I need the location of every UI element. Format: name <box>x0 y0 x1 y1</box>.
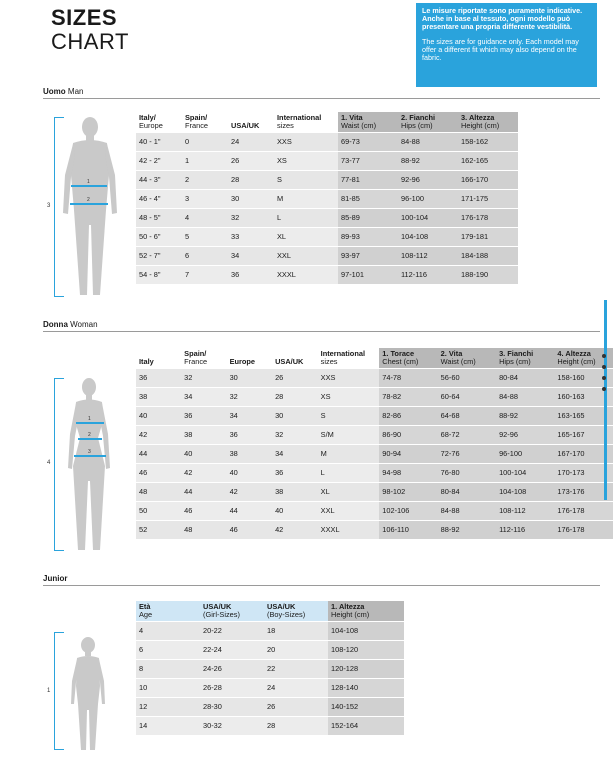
table-cell: 60-64 <box>438 388 496 407</box>
table-cell: 32 <box>227 388 273 407</box>
header-line-1: 1. Altezza <box>331 602 365 611</box>
man-size-table <box>136 112 518 284</box>
header-line-2: Hips (cm) <box>499 357 531 366</box>
table-cell: 46 <box>181 502 226 521</box>
guidance-notice <box>416 3 597 87</box>
table-cell: 34 <box>272 445 318 464</box>
table-cell: 108-112 <box>398 247 458 266</box>
table-cell: 97-101 <box>338 266 398 285</box>
table-cell: 34 <box>227 407 273 426</box>
table-cell: 84-88 <box>438 502 496 521</box>
table-row <box>136 171 518 190</box>
section-title-man: Uomo Man <box>43 87 84 96</box>
table-cell: 128-140 <box>328 679 404 698</box>
junior-silhouette-icon <box>68 636 108 752</box>
table-cell: 176-178 <box>554 502 613 521</box>
table-cell: 88-92 <box>438 521 496 540</box>
table-cell: XS <box>318 388 380 407</box>
header-line-2: Height (cm) <box>461 121 500 130</box>
column-header <box>379 348 437 369</box>
table-row <box>136 660 404 679</box>
table-row <box>136 464 613 483</box>
table-cell: 179-181 <box>458 228 518 247</box>
table-cell: 92-96 <box>398 171 458 190</box>
table-cell: 188-190 <box>458 266 518 285</box>
header-line-2: sizes <box>320 357 338 366</box>
table-cell: 18 <box>264 622 328 641</box>
hips-marker <box>70 203 108 205</box>
man-silhouette-icon <box>60 115 120 300</box>
table-cell: 2 <box>182 171 228 190</box>
bracket-label: 3 <box>47 203 51 209</box>
header-line-2: Age <box>139 610 153 619</box>
header-line-1: USA/UK <box>267 602 296 611</box>
junior-size-table <box>136 601 404 735</box>
table-cell: 32 <box>181 369 226 388</box>
more-options-icon[interactable] <box>602 354 608 398</box>
table-row <box>136 388 613 407</box>
table-row <box>136 152 518 171</box>
header-line-2: sizes <box>277 121 294 130</box>
table-cell: 46 <box>227 521 273 540</box>
column-header <box>182 112 228 133</box>
header-line-1: Italy/ <box>139 113 156 122</box>
table-cell: 140-152 <box>328 698 404 717</box>
table-cell: 184-188 <box>458 247 518 266</box>
column-header <box>438 348 496 369</box>
table-cell: XXXL <box>274 266 338 285</box>
header-line-1: 1. Torace <box>382 349 415 358</box>
bracket-label: 4 <box>47 460 51 466</box>
header-line-2: Europe <box>139 121 163 130</box>
column-header <box>227 348 273 369</box>
table-cell: 34 <box>228 247 274 266</box>
table-cell: 158-160 <box>554 369 613 388</box>
table-cell: 52 - 7" <box>136 247 182 266</box>
table-cell: 176-178 <box>554 521 613 540</box>
table-cell: 50 - 6" <box>136 228 182 247</box>
column-header <box>136 112 182 133</box>
table-cell: 44 <box>181 483 226 502</box>
table-cell: 100-104 <box>496 464 554 483</box>
table-row <box>136 483 613 502</box>
table-row <box>136 133 518 152</box>
table-cell: 84-88 <box>398 133 458 152</box>
table-cell: 104-108 <box>496 483 554 502</box>
table-row <box>136 521 613 540</box>
header-line-2: (Boy-Sizes) <box>267 610 306 619</box>
header-line-1: 1. Vita <box>341 113 363 122</box>
marker-label: 3 <box>88 449 91 455</box>
hips-marker <box>74 455 106 457</box>
table-cell: 85-89 <box>338 209 398 228</box>
table-row <box>136 679 404 698</box>
header-line-1: 3. Altezza <box>461 113 495 122</box>
table-row <box>136 247 518 266</box>
table-cell: 34 <box>181 388 226 407</box>
table-cell: L <box>318 464 380 483</box>
table-cell: 84-88 <box>496 388 554 407</box>
table-cell: 93-97 <box>338 247 398 266</box>
header-line-1: 3. Fianchi <box>499 349 534 358</box>
table-cell: 68-72 <box>438 426 496 445</box>
table-cell: 74-78 <box>379 369 437 388</box>
table-cell: 42 - 2" <box>136 152 182 171</box>
table-cell: 38 <box>181 426 226 445</box>
table-cell: 4 <box>182 209 228 228</box>
table-cell: S <box>274 171 338 190</box>
column-header <box>272 348 318 369</box>
table-cell: 165-167 <box>554 426 613 445</box>
table-cell: 80-84 <box>438 483 496 502</box>
table-row <box>136 698 404 717</box>
header-line-1: Italy <box>139 357 154 366</box>
table-cell: 92-96 <box>496 426 554 445</box>
table-cell: XXS <box>274 133 338 152</box>
table-cell: 80-84 <box>496 369 554 388</box>
header-line-1: USA/UK <box>231 121 260 130</box>
table-cell: 40 <box>136 407 181 426</box>
table-cell: 171-175 <box>458 190 518 209</box>
table-cell: 88-92 <box>496 407 554 426</box>
table-row <box>136 717 404 736</box>
table-cell: 152-164 <box>328 717 404 736</box>
woman-size-table <box>136 348 613 539</box>
header-line-1: Europe <box>229 357 256 366</box>
divider <box>43 331 600 332</box>
table-cell: 20-22 <box>200 622 264 641</box>
height-bracket <box>54 632 55 750</box>
header-line-1: Età <box>139 602 151 611</box>
header-line-2: Height (cm) <box>331 610 370 619</box>
bracket-label: 1 <box>47 688 51 694</box>
table-cell: 96-100 <box>496 445 554 464</box>
table-cell: 30 <box>228 190 274 209</box>
table-cell: 36 <box>228 266 274 285</box>
table-cell: 33 <box>228 228 274 247</box>
column-header <box>398 112 458 133</box>
table-cell: 32 <box>228 209 274 228</box>
table-cell: M <box>274 190 338 209</box>
table-cell: XXL <box>274 247 338 266</box>
table-row <box>136 407 613 426</box>
table-cell: 10 <box>136 679 200 698</box>
column-header <box>264 601 328 622</box>
table-cell: 42 <box>181 464 226 483</box>
table-cell: 8 <box>136 660 200 679</box>
table-cell: 86-90 <box>379 426 437 445</box>
notice-italian: Le misure riportate sono puramente indicative. Anche in base al tessuto, ogni modello può presentare una propria differente vestibilità. <box>422 6 583 31</box>
table-row <box>136 641 404 660</box>
table-cell: 26 <box>272 369 318 388</box>
table-cell: 4 <box>136 622 200 641</box>
table-cell: 69-73 <box>338 133 398 152</box>
table-cell: 6 <box>182 247 228 266</box>
table-row <box>136 445 613 464</box>
chest-marker <box>76 422 104 424</box>
table-cell: 40 <box>181 445 226 464</box>
table-cell: 30 <box>272 407 318 426</box>
table-cell: 89-93 <box>338 228 398 247</box>
header-line-1: USA/UK <box>275 357 304 366</box>
table-cell: 163-165 <box>554 407 613 426</box>
waist-marker <box>71 185 107 187</box>
table-cell: 120-128 <box>328 660 404 679</box>
table-cell: 20 <box>264 641 328 660</box>
table-cell: 100-104 <box>398 209 458 228</box>
table-cell: 7 <box>182 266 228 285</box>
table-cell: 44 - 3" <box>136 171 182 190</box>
table-cell: XL <box>274 228 338 247</box>
table-cell: 162-165 <box>458 152 518 171</box>
table-cell: 46 <box>136 464 181 483</box>
table-cell: 166-170 <box>458 171 518 190</box>
table-cell: 24-26 <box>200 660 264 679</box>
scroll-accent <box>604 300 607 500</box>
table-row <box>136 622 404 641</box>
table-cell: 42 <box>272 521 318 540</box>
woman-silhouette-icon <box>64 376 114 554</box>
table-cell: 26 <box>228 152 274 171</box>
header-line-2: Waist (cm) <box>440 357 476 366</box>
table-cell: 40 - 1" <box>136 133 182 152</box>
header-line-2: France <box>184 357 208 366</box>
table-cell: 40 <box>272 502 318 521</box>
height-bracket <box>54 378 55 551</box>
table-cell: 90-94 <box>379 445 437 464</box>
table-cell: 50 <box>136 502 181 521</box>
column-header <box>318 348 380 369</box>
table-cell: 28 <box>264 717 328 736</box>
table-cell: XL <box>318 483 380 502</box>
table-cell: 28 <box>228 171 274 190</box>
table-cell: 36 <box>272 464 318 483</box>
table-cell: 94-98 <box>379 464 437 483</box>
table-cell: 108-112 <box>496 502 554 521</box>
table-cell: 82-86 <box>379 407 437 426</box>
header-line-2: Hips (cm) <box>401 121 433 130</box>
header-line-2: France <box>185 121 209 130</box>
table-cell: XXL <box>318 502 380 521</box>
table-cell: 0 <box>182 133 228 152</box>
table-cell: 24 <box>264 679 328 698</box>
header-line-1: 4. Altezza <box>557 349 591 358</box>
table-cell: XXS <box>318 369 380 388</box>
table-cell: 30 <box>227 369 273 388</box>
table-cell: 98-102 <box>379 483 437 502</box>
table-cell: 28-30 <box>200 698 264 717</box>
page-title-light: CHART <box>51 29 129 54</box>
height-bracket <box>54 117 55 297</box>
column-header <box>181 348 226 369</box>
table-cell: 22 <box>264 660 328 679</box>
table-cell: 88-92 <box>398 152 458 171</box>
table-cell: 38 <box>227 445 273 464</box>
column-header <box>458 112 518 133</box>
table-cell: 106-110 <box>379 521 437 540</box>
column-header <box>496 348 554 369</box>
header-line-1: Spain/ <box>185 113 208 122</box>
table-cell: 5 <box>182 228 228 247</box>
table-cell: 64-68 <box>438 407 496 426</box>
table-cell: 38 <box>272 483 318 502</box>
table-cell: 30-32 <box>200 717 264 736</box>
divider <box>43 98 600 99</box>
table-cell: XXXL <box>318 521 380 540</box>
section-title-junior: Junior <box>43 574 68 583</box>
table-cell: 28 <box>272 388 318 407</box>
marker-label: 1 <box>88 416 91 422</box>
table-cell: 52 <box>136 521 181 540</box>
table-cell: 48 - 5" <box>136 209 182 228</box>
table-cell: 14 <box>136 717 200 736</box>
table-cell: 76-80 <box>438 464 496 483</box>
table-cell: 56-60 <box>438 369 496 388</box>
table-cell: 3 <box>182 190 228 209</box>
table-cell: 167-170 <box>554 445 613 464</box>
table-cell: 72-76 <box>438 445 496 464</box>
table-cell: 160-163 <box>554 388 613 407</box>
header-line-2: Chest (cm) <box>382 357 419 366</box>
table-row <box>136 209 518 228</box>
table-cell: 170-173 <box>554 464 613 483</box>
table-cell: 176-178 <box>458 209 518 228</box>
table-cell: 22-24 <box>200 641 264 660</box>
table-cell: 54 - 8" <box>136 266 182 285</box>
table-cell: 44 <box>136 445 181 464</box>
table-cell: XS <box>274 152 338 171</box>
table-cell: 26 <box>264 698 328 717</box>
table-cell: 40 <box>227 464 273 483</box>
waist-marker <box>78 438 102 440</box>
table-cell: 36 <box>136 369 181 388</box>
table-cell: 46 - 4" <box>136 190 182 209</box>
table-cell: 24 <box>228 133 274 152</box>
table-row <box>136 426 613 445</box>
table-cell: 112-116 <box>496 521 554 540</box>
table-cell: 102-106 <box>379 502 437 521</box>
table-cell: S/M <box>318 426 380 445</box>
table-row <box>136 369 613 388</box>
column-header <box>338 112 398 133</box>
header-line-1: USA/UK <box>203 602 232 611</box>
table-cell: 48 <box>181 521 226 540</box>
table-row <box>136 502 613 521</box>
column-header <box>200 601 264 622</box>
column-header <box>274 112 338 133</box>
table-cell: 96-100 <box>398 190 458 209</box>
header-line-1: International <box>320 349 366 358</box>
marker-label: 2 <box>88 432 91 438</box>
divider <box>43 585 600 586</box>
table-cell: 12 <box>136 698 200 717</box>
section-title-woman: Donna Woman <box>43 320 98 329</box>
header-line-1: International <box>277 113 322 122</box>
table-cell: 77-81 <box>338 171 398 190</box>
header-line-1: 2. Vita <box>440 349 463 358</box>
table-cell: 81-85 <box>338 190 398 209</box>
table-cell: 104-108 <box>398 228 458 247</box>
column-header <box>136 601 200 622</box>
table-cell: L <box>274 209 338 228</box>
table-cell: 32 <box>272 426 318 445</box>
page-title-bold: SIZES <box>51 5 118 30</box>
column-header <box>228 112 274 133</box>
table-cell: 48 <box>136 483 181 502</box>
table-cell: 112-116 <box>398 266 458 285</box>
table-cell: 42 <box>136 426 181 445</box>
table-cell: 36 <box>227 426 273 445</box>
notice-english: The sizes are for guidance only. Each model may offer a different fit which may also depend on the fabric. <box>422 37 579 62</box>
table-cell: 173-176 <box>554 483 613 502</box>
table-row <box>136 266 518 285</box>
table-row <box>136 190 518 209</box>
table-cell: M <box>318 445 380 464</box>
table-row <box>136 228 518 247</box>
table-cell: 78-82 <box>379 388 437 407</box>
table-cell: 42 <box>227 483 273 502</box>
header-line-2: Waist (cm) <box>341 121 377 130</box>
table-cell: 38 <box>136 388 181 407</box>
table-cell: 73-77 <box>338 152 398 171</box>
table-cell: 158-162 <box>458 133 518 152</box>
header-line-2: (Girl-Sizes) <box>203 610 240 619</box>
table-cell: 36 <box>181 407 226 426</box>
header-line-2: Height (cm) <box>557 357 596 366</box>
table-cell: 1 <box>182 152 228 171</box>
header-line-1: 2. Fianchi <box>401 113 436 122</box>
marker-label: 2 <box>87 197 90 203</box>
header-line-1: Spain/ <box>184 349 207 358</box>
column-header <box>136 348 181 369</box>
table-cell: 104-108 <box>328 622 404 641</box>
table-cell: 26-28 <box>200 679 264 698</box>
column-header <box>328 601 404 622</box>
table-cell: 44 <box>227 502 273 521</box>
table-cell: 108-120 <box>328 641 404 660</box>
table-cell: S <box>318 407 380 426</box>
table-cell: 6 <box>136 641 200 660</box>
marker-label: 1 <box>87 179 90 185</box>
